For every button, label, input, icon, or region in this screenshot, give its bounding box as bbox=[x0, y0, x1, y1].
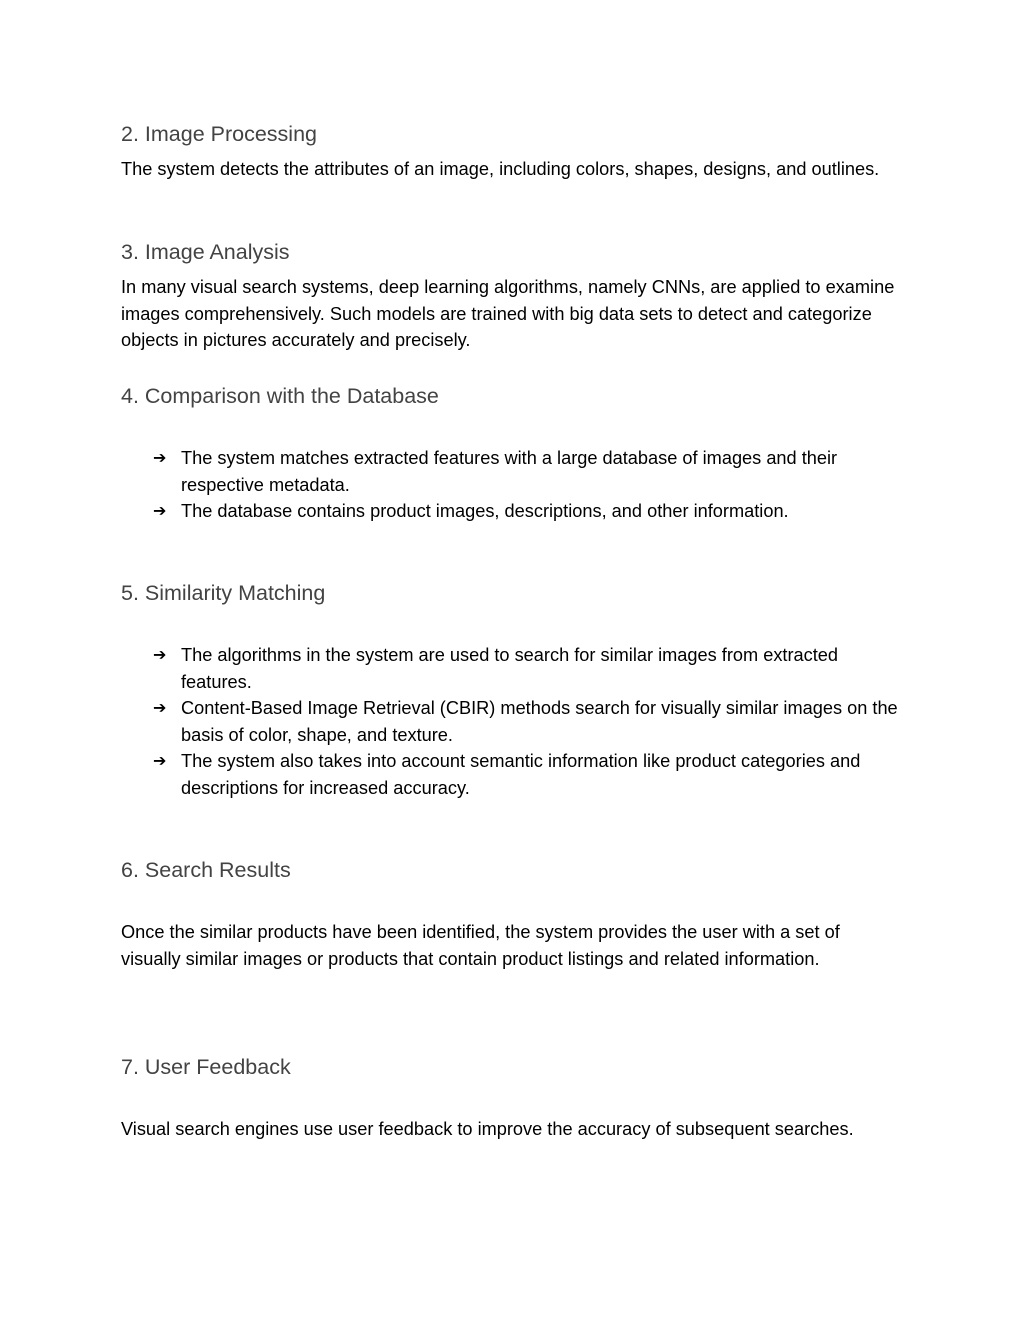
list-item-text: The database contains product images, descriptions, and other information. bbox=[181, 501, 789, 521]
arrow-right-icon: ➔ bbox=[153, 698, 167, 717]
list-item bbox=[121, 498, 901, 525]
section-comparison-database bbox=[121, 382, 901, 525]
section-paragraph: In many visual search systems, deep learning algorithms, namely CNNs, are applied to examine images comprehensively. Such models are trained with big data sets to detect and categorize objects in pictures accurately and precisely. bbox=[121, 277, 895, 350]
section-heading: 6. Search Results bbox=[121, 858, 291, 882]
list-item-text: The system also takes into account semantic information like product categories and descriptions for increased accuracy. bbox=[181, 751, 861, 798]
list-item bbox=[121, 642, 901, 695]
section-heading: 4. Comparison with the Database bbox=[121, 384, 439, 408]
list-item-text: The algorithms in the system are used to search for similar images from extracted features. bbox=[181, 645, 839, 692]
section-search-results bbox=[121, 856, 901, 972]
list-item-text: Content-Based Image Retrieval (CBIR) methods search for visually similar images on the basis of color, shape, and texture. bbox=[181, 698, 898, 745]
list-item-text: The system matches extracted features with a large database of images and their respective metadata. bbox=[181, 448, 838, 495]
arrow-right-icon: ➔ bbox=[153, 751, 167, 770]
section-image-processing bbox=[121, 120, 901, 183]
section-paragraph: Visual search engines use user feedback to improve the accuracy of subsequent searches. bbox=[121, 1119, 854, 1139]
arrow-right-icon: ➔ bbox=[153, 501, 167, 520]
section-heading: 2. Image Processing bbox=[121, 122, 317, 146]
list-item bbox=[121, 445, 901, 498]
list-item bbox=[121, 695, 901, 748]
section-user-feedback bbox=[121, 1053, 901, 1143]
bullet-list bbox=[121, 642, 901, 801]
section-heading: 7. User Feedback bbox=[121, 1055, 291, 1079]
section-similarity-matching bbox=[121, 579, 901, 801]
list-item bbox=[121, 748, 901, 801]
section-heading: 3. Image Analysis bbox=[121, 240, 290, 264]
section-paragraph: The system detects the attributes of an image, including colors, shapes, designs, and outlines. bbox=[121, 159, 880, 179]
arrow-right-icon: ➔ bbox=[153, 448, 167, 467]
section-paragraph: Once the similar products have been identified, the system provides the user with a set of visually similar images or products that contain product listings and related information. bbox=[121, 922, 840, 969]
section-heading: 5. Similarity Matching bbox=[121, 581, 326, 605]
arrow-right-icon: ➔ bbox=[153, 645, 167, 664]
section-image-analysis bbox=[121, 238, 901, 354]
bullet-list bbox=[121, 445, 901, 525]
